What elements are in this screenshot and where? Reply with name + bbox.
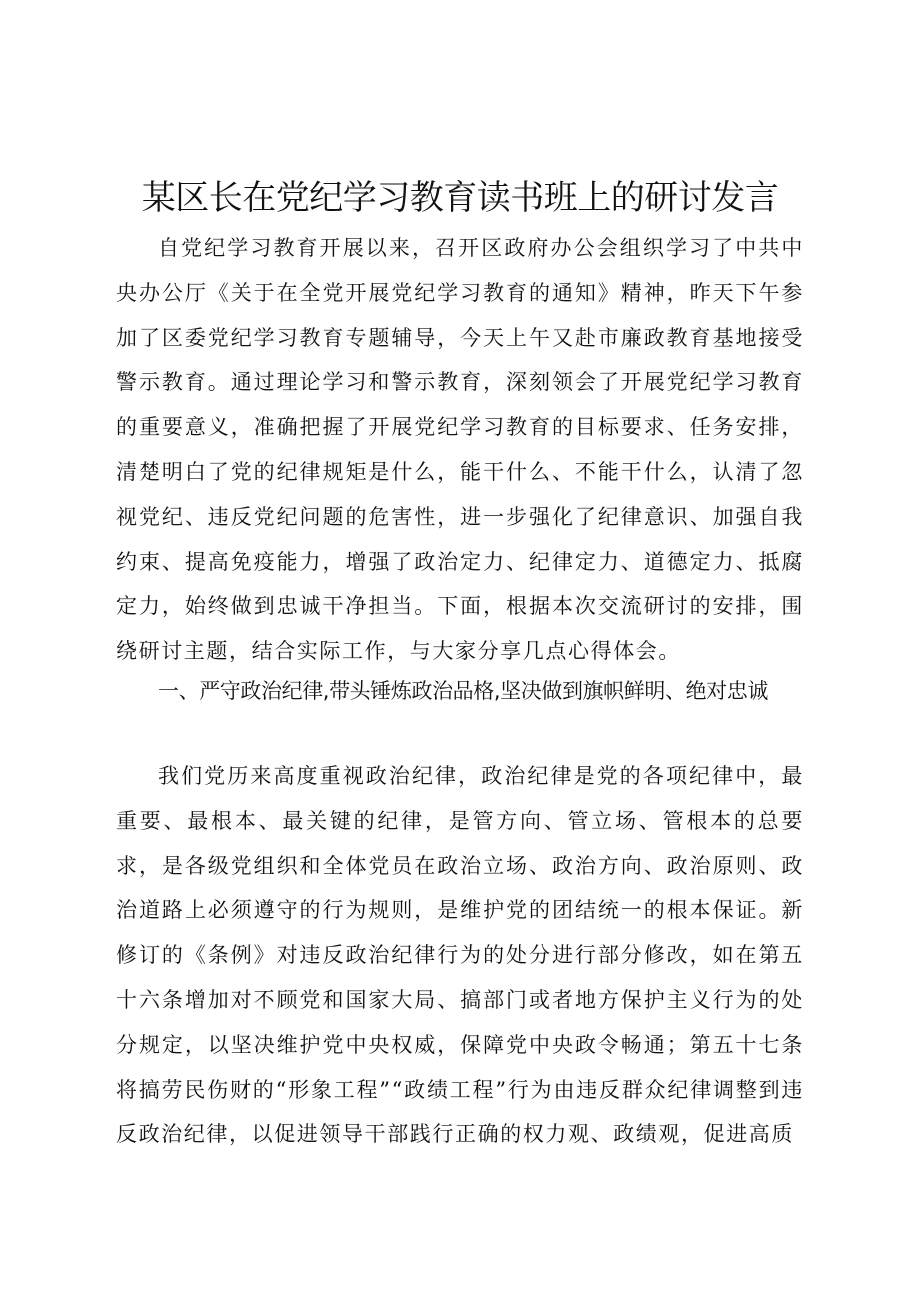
document-title: 某区长在党纪学习教育读书班上的研讨发言 bbox=[141, 178, 779, 218]
section-1-paragraph: 我们党历来高度重视政治纪律，政治纪律是党的各项纪律中，最重要、最根本、最关键的纪律，是管方向、管立场、管根本的总要求，是各级党组织和全体党员在政治立场、政治方向、政治原则、政治道路上必须遵守的行为规则，是维护党的团结统一的根本保证。新修订的《条例》对违反政治纪律行为的处分进行部分修改，如在第五十六条增加对不顾党和国家大局、搞部门或者地方保护主义行为的处分规定，以坚决维护党中央权威，保障党中央政令畅通；第五十七条将搞劳民伤财的“形象工程”“政绩工程”行为由违反群众纪律调整到违反政治纪律，以促进领导干部践行正确的权力观、政绩观，促进高质 bbox=[116, 764, 804, 1147]
section-heading-1: 一、严守政治纪律,带头锤炼政治品格,坚决做到旗帜鲜明、绝对忠诚 bbox=[158, 679, 768, 703]
intro-paragraph: 自党纪学习教育开展以来，召开区政府办公会组织学习了中共中央办公厅《关于在全党开展党纪学习教育的通知》精神，昨天下午参加了区委党纪学习教育专题辅导，今天上午又赴市廉政教育基地接受警示教育。通过理论学习和警示教育，深刻领会了开展党纪学习教育的重要意义，准确把握了开展党纪学习教育的目标要求、任务安排，清楚明白了党的纪律规矩是什么，能干什么、不能干什么，认清了忽视党纪、违反党纪问题的危害性，进一步强化了纪律意识、加强自我约束、提高免疫能力，增强了政治定力、纪律定力、道德定力、抵腐定力，始终做到忠诚干净担当。下面，根据本次交流研讨的安排，围绕研讨主题，结合实际工作，与大家分享几点心得体会。 bbox=[116, 236, 804, 664]
